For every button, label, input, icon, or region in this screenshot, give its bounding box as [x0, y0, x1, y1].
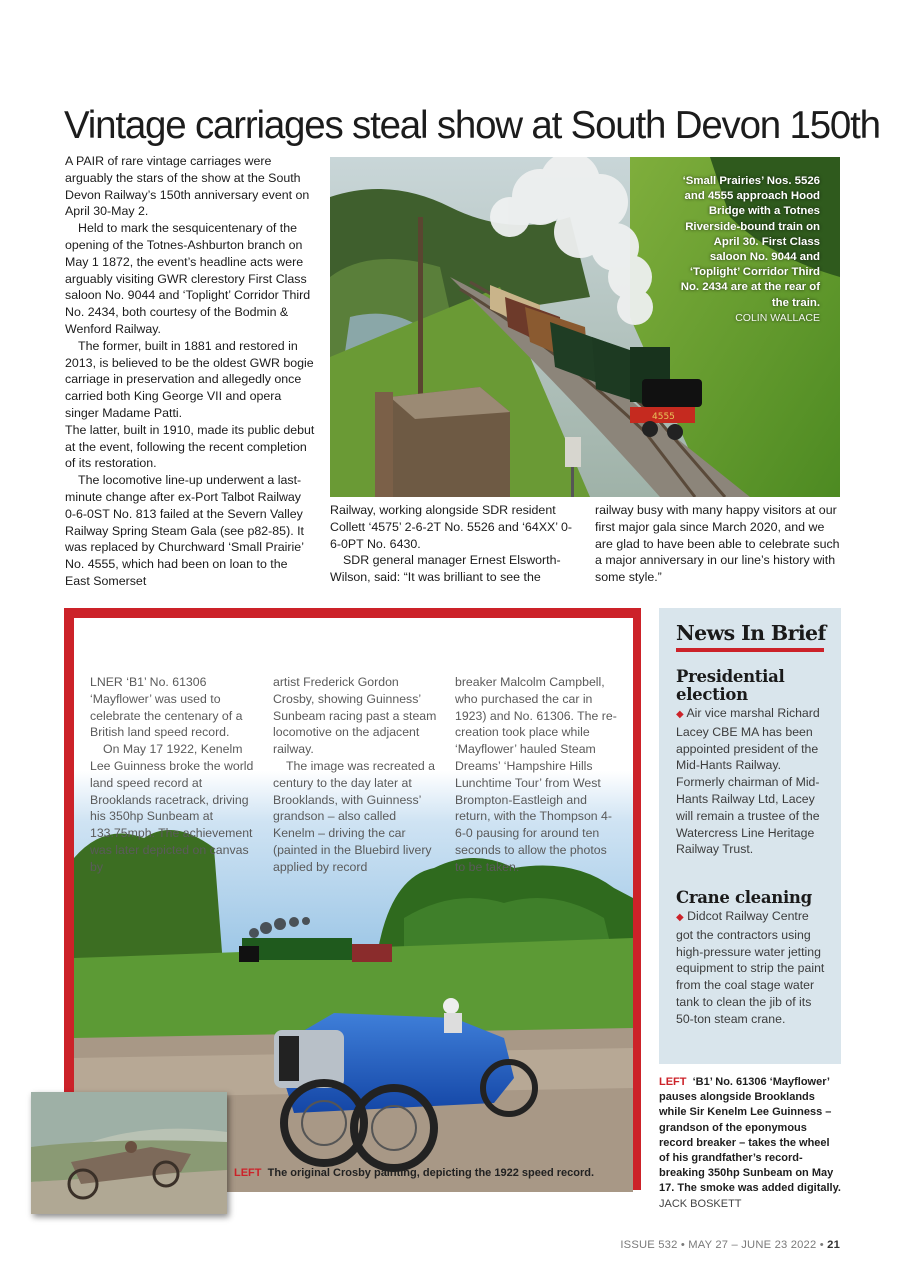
mayflower-column-3 — [455, 674, 620, 876]
caption-text: ‘B1’ No. 61306 ‘Mayflower’ pauses alongside Brooklands while Sir Kenelm Lee Guinness – grandson of the eponymous record breaker – takes the wheel of his grandfather’s record-breaking 350hp Sunbeam on May 17. The smoke was added digitally. — [659, 1076, 841, 1195]
article-column-1 — [65, 153, 315, 590]
caption-text: ‘Small Prairies’ Nos. 5526 and 4555 approach Hood Bridge with a Totnes Riverside-bound train on April 30. First Class saloon No. 9044 and ‘Toplight’ Corridor Third No. 2434 are at the rear of the train. — [680, 175, 820, 309]
news-item-text: Air vice marshal Richard Lacey CBE MA has been appointed president of the Mid-Hants Railway. Formerly chairman of Mid-Hants Railway Ltd, Lacey will remain a trustee of the Watercress Line Heritage Railway Trust. — [676, 706, 820, 857]
mayflower-paragraph: breaker Malcolm Campbell, who purchased the car in 1923) and No. 61306. The re-creation took place while ‘Mayflower’ hauled Steam Dreams’ ‘Hampshire Hills Lunchtime Tour’ from West Brompton-Eastleigh and return, with the Thompson 4-6-0 pausing for around ten seconds to allow the photos to be taken. — [455, 675, 617, 874]
mayflower-paragraph: The image was recreated a century to the day later at Brooklands, with Guinness’ grandson – also called Kenelm – driving the car (painted in the Bluebird livery applied by record — [273, 758, 436, 874]
article-paragraph: SDR general manager Ernest Elsworth-Wilson, said: “It was brilliant to see the — [330, 553, 561, 585]
page-number: 21 — [827, 1239, 840, 1251]
news-item-heading: Presidential election — [676, 667, 785, 704]
news-item-body — [676, 705, 826, 858]
caption-text: The original Crosby painting, depicting the 1922 speed record. — [267, 1167, 595, 1179]
train-photo — [330, 157, 840, 497]
article-column-3 — [595, 502, 845, 586]
caption-label: LEFT — [659, 1076, 687, 1088]
article-paragraph: Held to mark the sesquicentenary of the opening of the Totnes-Ashburton branch on May 1 1872, the event’s headline acts were arguably visiting GWR clerestory First Class saloon No. 9044 and ‘Toplight’ Corridor Third No. 2434, both courtesy of the Bodmin & Wenford Railway. — [65, 221, 311, 336]
page-headline: Vintage carriages steal show at South Devon 150th — [64, 104, 880, 147]
mayflower-column-1 — [90, 674, 255, 876]
issue-info: ISSUE 532 • MAY 27 – JUNE 23 2022 • — [620, 1239, 824, 1251]
mayflower-paragraph: On May 17 1922, Kenelm Lee Guinness broke the world land speed record at Brooklands racetrack, driving his 350hp Sunbeam at 133.75mph. The achievement was later depicted on canvas by — [90, 742, 254, 874]
article-paragraph: A PAIR of rare vintage carriages were arguably the stars of the show at the South Devon Railway’s 150th anniversary event on April 30-May 2. — [65, 154, 310, 219]
mayflower-side-caption — [659, 1075, 841, 1212]
mayflower-paragraph: LNER ‘B1’ No. 61306 ‘Mayflower’ was used to celebrate the centenary of a British land speed record. — [90, 675, 243, 740]
article-column-2 — [330, 502, 580, 586]
painting-caption — [234, 1167, 594, 1179]
news-title-rule — [676, 648, 824, 652]
mayflower-column-2 — [273, 674, 438, 876]
diamond-icon: ◆ — [676, 912, 684, 923]
caption-label: LEFT — [234, 1167, 262, 1179]
diamond-icon: ◆ — [676, 709, 684, 720]
train-photo-caption — [680, 174, 820, 326]
article-paragraph: railway busy with many happy visitors at our first major gala since March 2020, and we are glad to have been able to celebrate such a major anniversary in our line’s history with some style.” — [595, 503, 840, 585]
news-title: News In Brief — [676, 621, 826, 645]
page-folio — [590, 1239, 840, 1251]
news-item-heading: Crane cleaning — [676, 888, 812, 907]
news-in-brief-panel — [659, 608, 841, 1064]
article-paragraph: The former, built in 1881 and restored in 2013, is believed to be the oldest GWR bogie carriage in preservation and allegedly once carried both King George VII and opera singer Madame Patti. — [65, 338, 314, 420]
article-paragraph: The locomotive line-up underwent a last-minute change after ex-Port Talbot Railway 0-6-0ST No. 813 failed at the Severn Valley Railway Spring Steam Gala (see p82-85). It was replaced by Churchward ‘Small Prairie’ No. 4555, which had been on loan to the East Somerset — [65, 473, 304, 588]
painting-illustration — [31, 1092, 227, 1214]
photo-credit: JACK BOSKETT — [659, 1197, 742, 1210]
news-item-body — [676, 908, 826, 1028]
crosby-painting — [31, 1092, 227, 1214]
news-item-text: Didcot Railway Centre got the contractors using high-pressure water jetting equipment to strip the paint from the coal stage water tank to clean the jib of its 50-ton steam crane. — [676, 909, 825, 1026]
article-paragraph: Railway, working alongside SDR resident Collett ‘4575’ 2-6-2T No. 5526 and ‘64XX’ 0-6-0PT No. 6430. — [330, 503, 572, 551]
article-paragraph: The latter, built in 1910, made its public debut at the event, following the recent completion of its restoration. — [65, 422, 315, 471]
photo-credit: COLIN WALLACE — [735, 311, 820, 324]
mayflower-paragraph: artist Frederick Gordon Crosby, showing Guinness’ Sunbeam racing past a steam locomotive on the adjacent railway. — [273, 675, 437, 757]
loco-number-plate: 4555 — [652, 412, 675, 422]
